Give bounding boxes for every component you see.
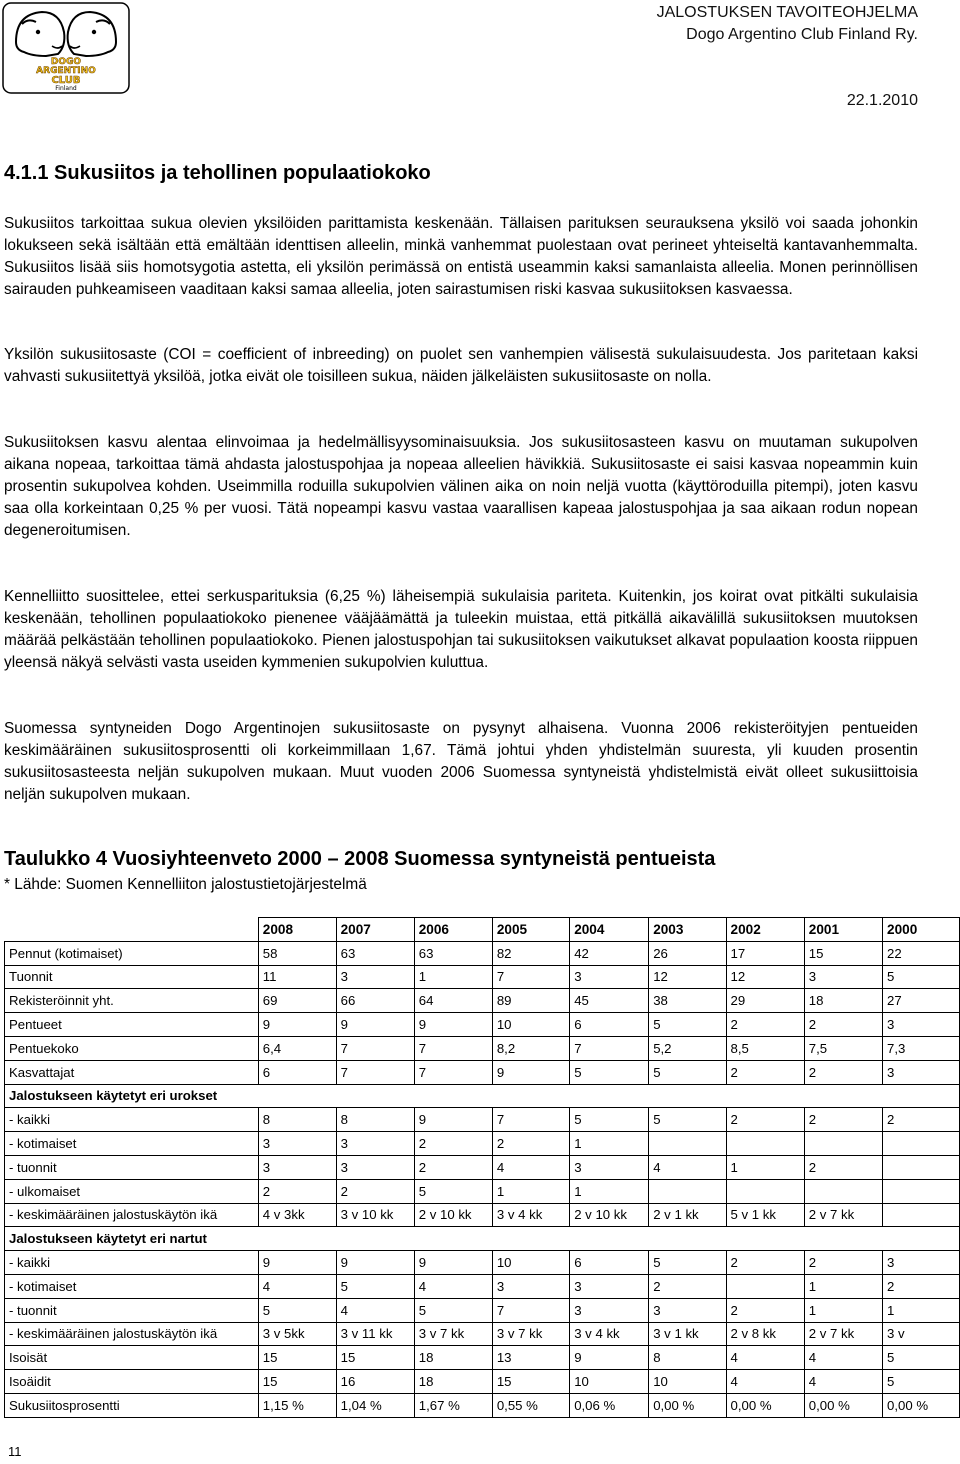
table-cell: 9 (258, 1013, 336, 1037)
table-cell: 1 (570, 1132, 649, 1156)
table-cell: 18 (414, 1370, 492, 1394)
table-cell: 3 v (883, 1322, 960, 1346)
year-header: 2005 (492, 918, 569, 942)
table-cell: 3 (492, 1274, 569, 1298)
paragraph-4: Kennelliitto suosittelee, ettei serkusparituksia (6,25 %) läheisempiä sukulaisia pariteta. Kuitenkin, jos koirat ovat pitkälti sukulaisia keskenään, tehollinen populaatiokoko pienenee vääjäämättä ja tuleekin muistaa, että pitkällä aikavälillä sukusiitoksen muutoksen määrää pelkästään tehollinen populaatiokoko. Pienen jalostuspohjan tai sukusiitoksen vaikutukset alkavat populaation koosta riippuen yleensä näkyä selvästi vasta useiden kymmenien sukupolvien kuluttua. (4, 588, 918, 671)
table-cell: 1 (570, 1179, 649, 1203)
table-cell: 4 (336, 1298, 414, 1322)
table-cell: 5 (649, 1251, 726, 1275)
table-cell: 3 (883, 1013, 960, 1037)
table-cell: 15 (258, 1370, 336, 1394)
table-cell: 0,55 % (492, 1393, 569, 1417)
table-cell: 3 (570, 1155, 649, 1179)
logo-text-club: CLUB (51, 75, 81, 86)
row-label: - tuonnit (5, 1155, 259, 1179)
table-cell: 2 (492, 1132, 569, 1156)
row-label: Pentueet (5, 1013, 259, 1037)
table-cell: 12 (726, 965, 804, 989)
table-cell: 4 (258, 1274, 336, 1298)
table-cell: 29 (726, 989, 804, 1013)
table-cell: 42 (570, 941, 649, 965)
table-cell: 5 (336, 1274, 414, 1298)
table-row (5, 1370, 960, 1394)
table-cell: 5 (883, 965, 960, 989)
table-cell (883, 1179, 960, 1203)
table-cell: 1 (492, 1179, 569, 1203)
logo-text-finland: Finland (55, 85, 77, 92)
table-cell: 82 (492, 941, 569, 965)
table-cell: 10 (570, 1370, 649, 1394)
table-cell (649, 1179, 726, 1203)
table-cell: 9 (414, 1013, 492, 1037)
table-cell: 5 (649, 1013, 726, 1037)
table-cell (883, 1132, 960, 1156)
table-cell: 5 (649, 1060, 726, 1084)
row-label: - kotimaiset (5, 1132, 259, 1156)
table-row (5, 1132, 960, 1156)
table-section-row (5, 1084, 960, 1108)
table-cell: 5 (649, 1108, 726, 1132)
table-cell: 3 (258, 1155, 336, 1179)
table-cell: 4 (726, 1346, 804, 1370)
table-cell: 0,00 % (883, 1393, 960, 1417)
table-cell: 5 (258, 1298, 336, 1322)
table-cell: 3 v 10 kk (336, 1203, 414, 1227)
row-label: - ulkomaiset (5, 1179, 259, 1203)
table-cell: 64 (414, 989, 492, 1013)
table-cell: 3 (570, 1274, 649, 1298)
table-row (5, 1393, 960, 1417)
table-row (5, 941, 960, 965)
table-cell: 1 (414, 965, 492, 989)
paragraph-2: Yksilön sukusiitosaste (COI = coefficient of inbreeding) on puolet sen vanhempien välisestä sukulaisuudesta. Jos paritetaan kaksi vahvasti sukusiitettyä yksilöä, jotka eivät ole toisilleen sukua, näiden jälkeläisten sukusiitosaste on nolla. (4, 346, 918, 385)
table-cell: 7 (336, 1060, 414, 1084)
table-cell: 38 (649, 989, 726, 1013)
table-cell: 2 (726, 1013, 804, 1037)
table-cell: 7 (492, 1298, 569, 1322)
table-cell: 0,00 % (726, 1393, 804, 1417)
table-cell: 1,67 % (414, 1393, 492, 1417)
table-cell: 2 (804, 1060, 882, 1084)
table-cell: 2 (804, 1108, 882, 1132)
table-cell: 9 (570, 1346, 649, 1370)
table-cell: 3 v 1 kk (649, 1322, 726, 1346)
table-cell: 3 v 4 kk (570, 1322, 649, 1346)
table-row (5, 1322, 960, 1346)
table-cell: 15 (492, 1370, 569, 1394)
table-cell: 16 (336, 1370, 414, 1394)
table-cell: 1,15 % (258, 1393, 336, 1417)
table-cell: 3 v 7 kk (492, 1322, 569, 1346)
table-cell: 15 (804, 941, 882, 965)
table-cell: 0,00 % (804, 1393, 882, 1417)
table-cell: 6 (570, 1251, 649, 1275)
table-cell: 26 (649, 941, 726, 965)
table-cell: 4 (804, 1370, 882, 1394)
year-header: 2002 (726, 918, 804, 942)
table-cell: 2 v 7 kk (804, 1203, 882, 1227)
table-cell: 3 (258, 1132, 336, 1156)
year-header: 2004 (570, 918, 649, 942)
table-cell: 3 (336, 1132, 414, 1156)
page-number: 11 (8, 1444, 22, 1459)
table-row (5, 1013, 960, 1037)
table-cell: 2 (883, 1274, 960, 1298)
table-cell: 2 (726, 1108, 804, 1132)
table-cell: 4 (804, 1346, 882, 1370)
table-cell: 7 (492, 1108, 569, 1132)
row-label: Pentuekoko (5, 1036, 259, 1060)
year-header: 2003 (649, 918, 726, 942)
table-cell: 18 (414, 1346, 492, 1370)
table-title: Taulukko 4 Vuosiyhteenveto 2000 – 2008 Suomessa syntyneistä pentueista (4, 848, 716, 870)
table-cell: 0,06 % (570, 1393, 649, 1417)
table-cell: 2 v 10 kk (570, 1203, 649, 1227)
row-label: - kaikki (5, 1251, 259, 1275)
table-cell: 1 (804, 1298, 882, 1322)
table-cell: 3 (336, 965, 414, 989)
table-header-row (5, 918, 960, 942)
table-cell: 4 v 3kk (258, 1203, 336, 1227)
table-cell: 10 (492, 1251, 569, 1275)
table-cell: 3 (570, 965, 649, 989)
table-row (5, 1179, 960, 1203)
table-cell: 3 v 5kk (258, 1322, 336, 1346)
table-cell: 7,3 (883, 1036, 960, 1060)
logo-text-dogo: DOGO (50, 57, 82, 67)
table-cell: 2 v 10 kk (414, 1203, 492, 1227)
table-cell: 8 (649, 1346, 726, 1370)
year-header: 2006 (414, 918, 492, 942)
table-cell: 5 (883, 1346, 960, 1370)
table-cell: 2 v 8 kk (726, 1322, 804, 1346)
table-cell: 6,4 (258, 1036, 336, 1060)
logo-text-argentino: ARGENTINO (36, 66, 96, 76)
table-cell: 3 (804, 965, 882, 989)
table-cell: 3 (570, 1298, 649, 1322)
paragraph-3: Sukusiitoksen kasvu alentaa elinvoimaa ja hedelmällisyysominaisuuksia. Jos sukusiitosasteen kasvu on muutaman sukupolven aikana nopeaa, tarkoittaa tämä ahdasta jalostuspohjaa ja nopeaa alleelien hävikkiä. Sukusiitosaste ei saisi kasvaa nopeammin kuin prosentin sukupolvea kohden. Useimmilla roduilla sukupolvien välinen aika on noin neljä vuotta (käyttöroduilla pitempi), joten kasvu saa olla korkeintaan 0,25 % per vuosi. Tätä nopeampi kasvu vastaa vaarallisen kapeaa jalostuspohjaa ja saa aikaan rodun nopean degeneroitumisen. (4, 434, 918, 539)
table-cell: 2 (726, 1298, 804, 1322)
table-cell: 6 (258, 1060, 336, 1084)
table-cell (804, 1179, 882, 1203)
table-cell (883, 1203, 960, 1227)
row-label: Rekisteröinnit yht. (5, 989, 259, 1013)
paragraph-1: Sukusiitos tarkoittaa sukua olevien yksilöiden parittamista keskenään. Tällaisen parituksen seurauksena yksilö voi saada johonkin lokukseen sekä isältään että emältään identtisen alleelin, minkä vanhemmat puolestaan ovat perineet yhteiseltä kantavanhemmalta. Sukusiitos lisää siis homotsygotia astetta, eli yksilön perimässä on entistä useammin kaksi samanlaista alleelia. Monen perinnöllisen sairauden puhkeamiseen vaaditaan kaksi samaa alleelia, joten sairastumisen riski kasvaa sukusiitoksen kasvaessa. (4, 215, 918, 298)
table-cell (804, 1132, 882, 1156)
club-logo (2, 2, 130, 94)
table-cell: 1 (804, 1274, 882, 1298)
year-header: 2008 (258, 918, 336, 942)
row-label: Tuonnit (5, 965, 259, 989)
year-header: 2001 (804, 918, 882, 942)
table-cell: 5 (570, 1108, 649, 1132)
table-cell: 2 (414, 1155, 492, 1179)
table-cell: 9 (492, 1060, 569, 1084)
table-row (5, 965, 960, 989)
table-cell: 8,5 (726, 1036, 804, 1060)
table-cell: 69 (258, 989, 336, 1013)
table-cell: 9 (336, 1013, 414, 1037)
table-row (5, 1155, 960, 1179)
table-cell: 3 v 7 kk (414, 1322, 492, 1346)
table-cell: 2 (883, 1108, 960, 1132)
table-cell: 2 (258, 1179, 336, 1203)
table-row (5, 1298, 960, 1322)
table-cell: 3 (883, 1251, 960, 1275)
paragraph-5: Suomessa syntyneiden Dogo Argentinojen sukusiitosaste on pysynyt alhaisena. Vuonna 2006 rekisteröityjen pentueiden keskimääräinen sukusiitosprosentti oli korkeimmillaan 1,67. Tämä johtui yhden yhdistelmän suuresta, yli kuuden prosentin sukusiitosasteesta neljän sukupolven mukaan. Muut vuoden 2006 Suomessa syntyneistä yhdistelmistä eivät olleet sukusiittoisia neljän sukupolven mukaan. (4, 720, 918, 803)
header-club-name: Dogo Argentino Club Finland Ry. (686, 26, 918, 43)
table-cell: 4 (414, 1274, 492, 1298)
table-cell: 9 (258, 1251, 336, 1275)
table-cell: 4 (649, 1155, 726, 1179)
row-label: - kotimaiset (5, 1274, 259, 1298)
row-label: Isoisät (5, 1346, 259, 1370)
table-cell: 63 (336, 941, 414, 965)
table-cell: 10 (649, 1370, 726, 1394)
table-cell: 5 (883, 1370, 960, 1394)
table-cell: 0,00 % (649, 1393, 726, 1417)
table-cell: 63 (414, 941, 492, 965)
table-cell: 8,2 (492, 1036, 569, 1060)
table-cell: 2 (726, 1251, 804, 1275)
table-cell (649, 1132, 726, 1156)
table-cell: 2 (804, 1013, 882, 1037)
table-row (5, 1060, 960, 1084)
table-cell: 10 (492, 1013, 569, 1037)
table-cell: 89 (492, 989, 569, 1013)
table-cell: 1,04 % (336, 1393, 414, 1417)
table-cell: 2 (649, 1274, 726, 1298)
row-label: Kasvattajat (5, 1060, 259, 1084)
table-cell: 5 (414, 1298, 492, 1322)
table-cell: 5,2 (649, 1036, 726, 1060)
table-row (5, 1108, 960, 1132)
table-cell: 4 (492, 1155, 569, 1179)
table-row (5, 1274, 960, 1298)
table-cell: 15 (258, 1346, 336, 1370)
table-cell: 9 (414, 1251, 492, 1275)
table-cell: 1 (726, 1155, 804, 1179)
header-program-title: JALOSTUKSEN TAVOITEOHJELMA (656, 4, 918, 21)
table-cell: 2 v 7 kk (804, 1322, 882, 1346)
table-section-label: Jalostukseen käytetyt eri nartut (5, 1227, 493, 1251)
table-section-filler (492, 1084, 959, 1108)
table-cell: 7 (336, 1036, 414, 1060)
table-cell: 1 (883, 1298, 960, 1322)
row-label: - keskimääräinen jalostuskäytön ikä (5, 1322, 259, 1346)
table-cell: 11 (258, 965, 336, 989)
table-cell: 5 v 1 kk (726, 1203, 804, 1227)
table-section-label: Jalostukseen käytetyt eri urokset (5, 1084, 493, 1108)
table-corner-cell (5, 918, 259, 942)
table-cell: 3 v 4 kk (492, 1203, 569, 1227)
row-label: Pennut (kotimaiset) (5, 941, 259, 965)
row-label: Sukusiitosprosentti (5, 1393, 259, 1417)
row-label: - kaikki (5, 1108, 259, 1132)
table-cell: 2 (804, 1251, 882, 1275)
table-cell: 22 (883, 941, 960, 965)
table-section-filler (492, 1227, 959, 1251)
row-label: - keskimääräinen jalostuskäytön ikä (5, 1203, 259, 1227)
table-section-row (5, 1227, 960, 1251)
table-cell: 3 (883, 1060, 960, 1084)
table-cell: 2 (726, 1060, 804, 1084)
table-cell: 7 (414, 1036, 492, 1060)
year-header: 2007 (336, 918, 414, 942)
table-cell: 9 (414, 1108, 492, 1132)
table-cell: 17 (726, 941, 804, 965)
table-cell: 2 (336, 1179, 414, 1203)
table-cell: 7,5 (804, 1036, 882, 1060)
table-row (5, 989, 960, 1013)
table-cell: 15 (336, 1346, 414, 1370)
table-cell: 2 v 1 kk (649, 1203, 726, 1227)
year-header: 2000 (883, 918, 960, 942)
table-cell: 18 (804, 989, 882, 1013)
table-cell: 4 (726, 1370, 804, 1394)
table-cell: 3 (649, 1298, 726, 1322)
table-row (5, 1203, 960, 1227)
table-cell: 9 (336, 1251, 414, 1275)
header-date: 22.1.2010 (846, 92, 918, 109)
row-label: Isoäidit (5, 1370, 259, 1394)
table-cell (726, 1179, 804, 1203)
table-cell: 7 (570, 1036, 649, 1060)
row-label: - tuonnit (5, 1298, 259, 1322)
table-cell: 58 (258, 941, 336, 965)
table-cell (883, 1155, 960, 1179)
table-cell: 12 (649, 965, 726, 989)
table-row (5, 1346, 960, 1370)
table-cell (726, 1274, 804, 1298)
table-cell (726, 1132, 804, 1156)
table-row (5, 1036, 960, 1060)
table-cell: 7 (492, 965, 569, 989)
section-title: 4.1.1 Sukusiitos ja tehollinen populaatiokoko (4, 162, 431, 184)
table-cell: 8 (258, 1108, 336, 1132)
table-cell: 2 (804, 1155, 882, 1179)
table-cell: 7 (414, 1060, 492, 1084)
table-cell: 13 (492, 1346, 569, 1370)
table-row (5, 1251, 960, 1275)
table-cell: 45 (570, 989, 649, 1013)
table-cell: 2 (414, 1132, 492, 1156)
table-cell: 5 (414, 1179, 492, 1203)
table-cell: 8 (336, 1108, 414, 1132)
table-cell: 66 (336, 989, 414, 1013)
table-cell: 5 (570, 1060, 649, 1084)
table-cell: 6 (570, 1013, 649, 1037)
table-source: * Lähde: Suomen Kennelliiton jalostustietojärjestelmä (4, 876, 367, 893)
table-cell: 3 (336, 1155, 414, 1179)
table-cell: 27 (883, 989, 960, 1013)
yearly-summary-table (4, 917, 960, 1418)
table-cell: 3 v 11 kk (336, 1322, 414, 1346)
